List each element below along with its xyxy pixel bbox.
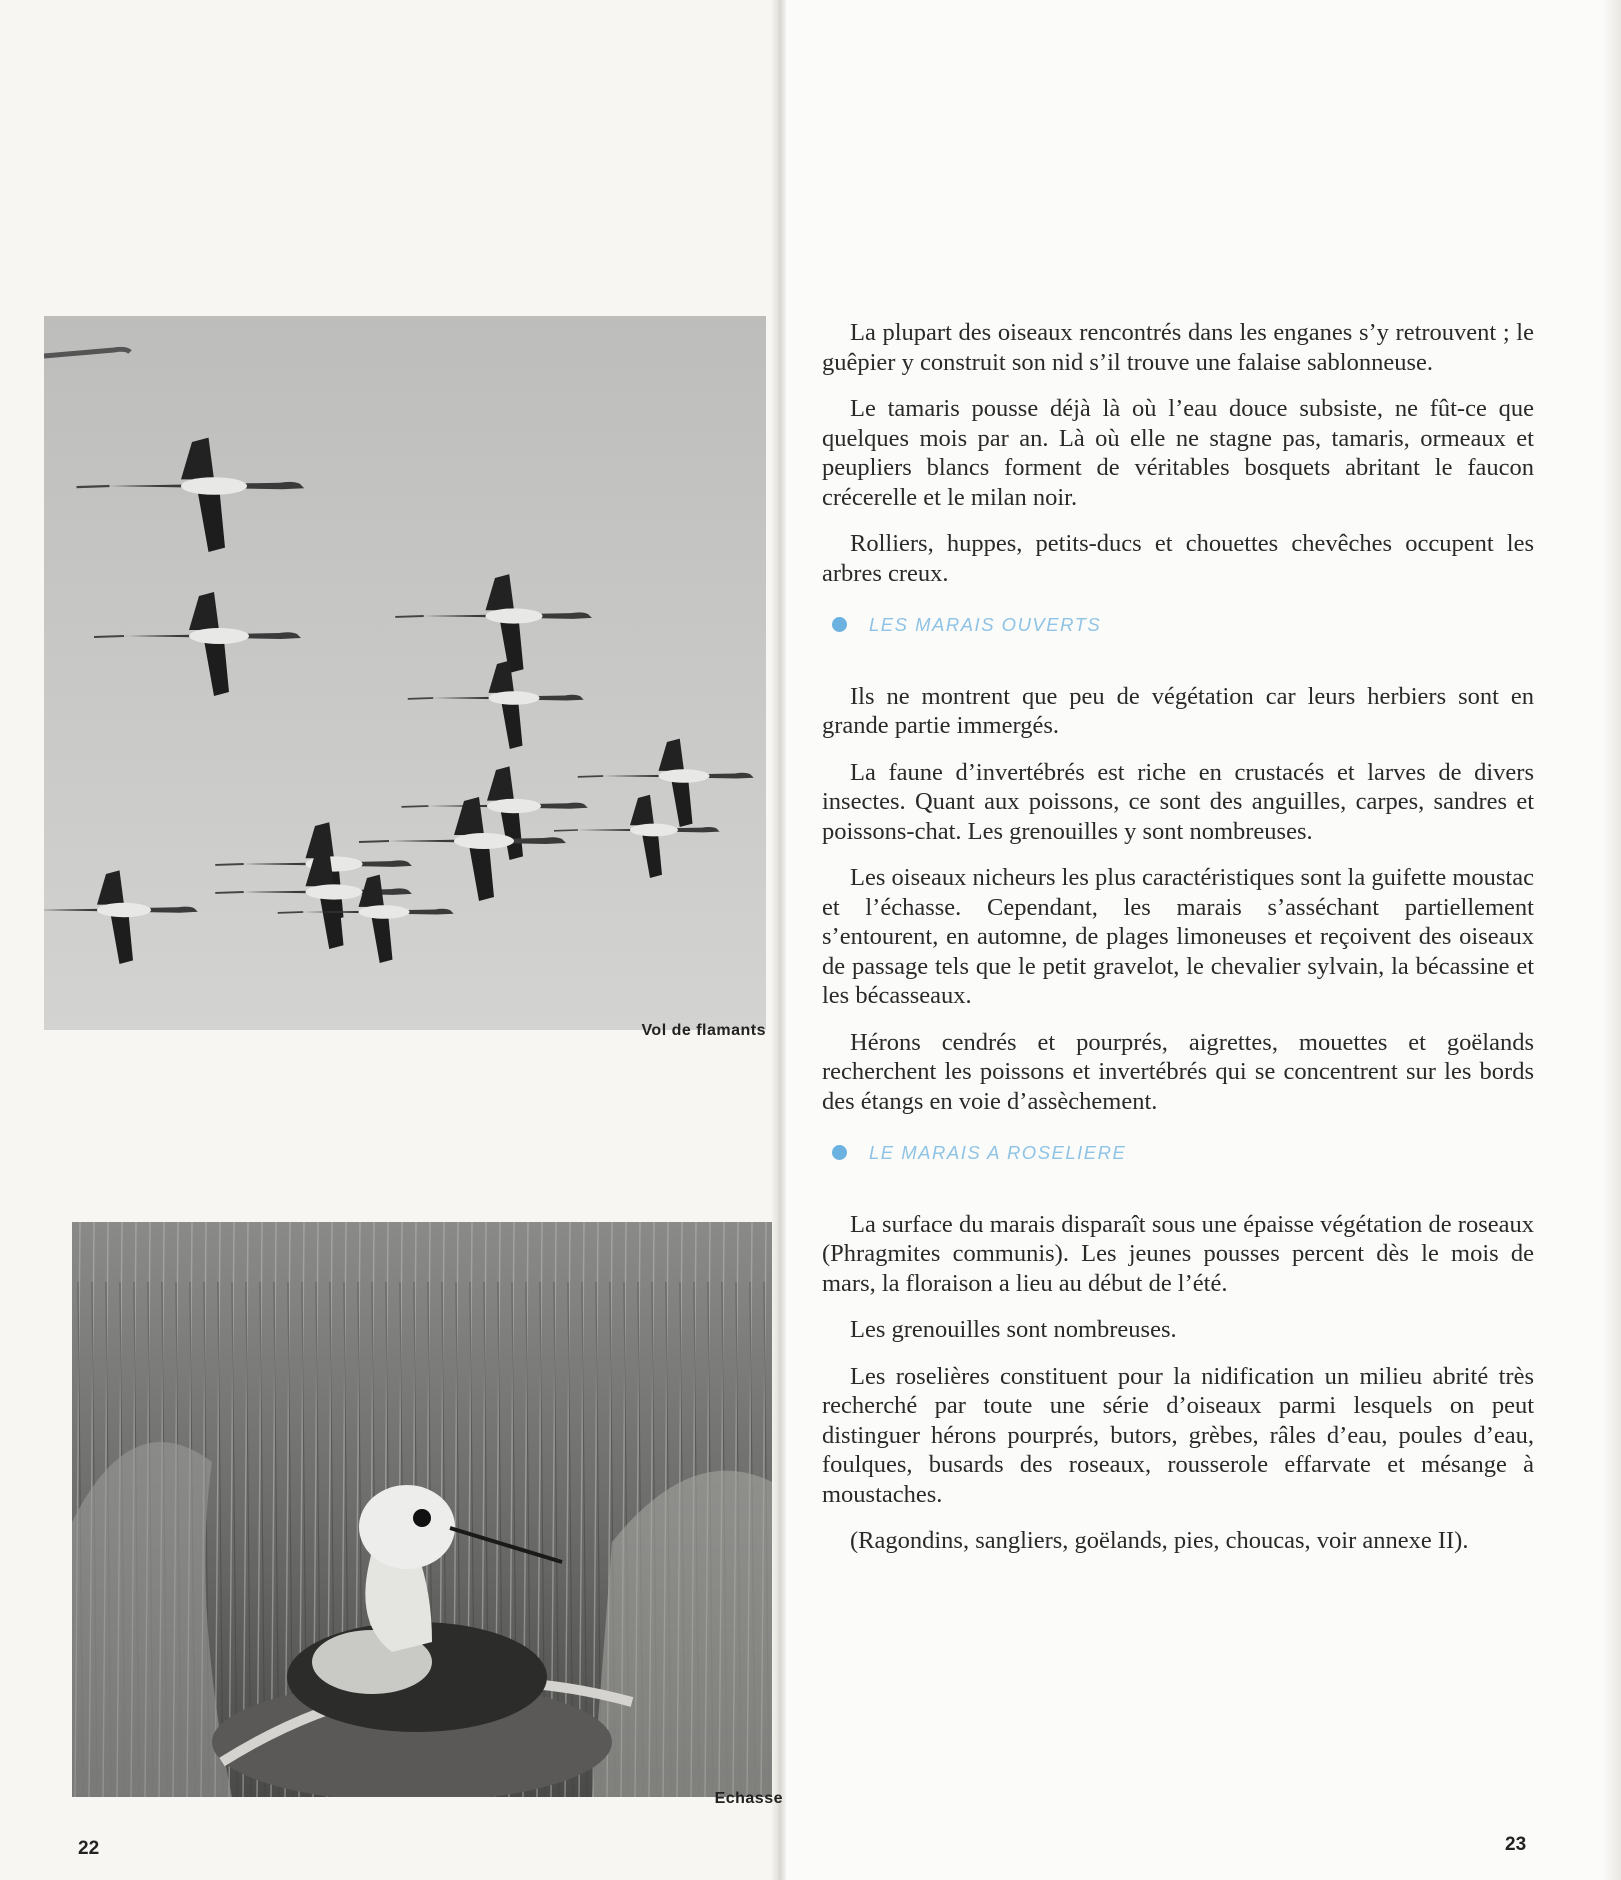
paragraph: La plupart des oiseaux rencontrés dans les enganes s’y retrouvent ; le guêpier y construit son nid s’il trouve une falaise sablonneuse. (822, 319, 1534, 376)
paragraph: Rolliers, huppes, petits-ducs et chouettes chevêches occupent les arbres creux. (822, 530, 1534, 587)
paragraph: Les grenouilles sont nombreuses. (850, 1316, 1177, 1343)
stilt-caption: Echasse (714, 1790, 783, 1807)
stilt-photo (72, 1222, 772, 1797)
page-number-right: 23 (1505, 1834, 1527, 1855)
bullet-icon (832, 1145, 847, 1160)
section-heading-marais-roseliere (832, 1138, 1534, 1168)
paragraph: Le tamaris pousse déjà là où l’eau douce subsiste, ne fût-ce que quelques mois par an. Là où elle ne stagne pas, tamaris, ormeaux et peupliers blancs forment de véritables bosquets abritant le faucon crécerelle et le milan noir. (822, 395, 1534, 511)
text-column (822, 318, 1534, 1573)
section-heading-marais-ouverts (832, 610, 1534, 640)
paragraph: La faune d’invertébrés est riche en crustacés et larves de divers insectes. Quant aux poissons, ce sont des anguilles, carpes, sandres et poissons-chat. Les grenouilles y sont nombreuses. (822, 758, 1534, 845)
section-heading-label: LES MARAIS OUVERTS (869, 614, 1102, 635)
book-gutter (772, 0, 786, 1880)
paragraph: (Ragondins, sangliers, goëlands, pies, choucas, voir annexe II). (850, 1527, 1469, 1554)
page-number-left: 22 (78, 1838, 100, 1859)
flamingos-photo (44, 316, 766, 1030)
page-edge-shadow (1603, 0, 1621, 1880)
paragraph: Hérons cendrés et pourprés, aigrettes, mouettes et goëlands recherchent les poissons et invertébrés qui se concentrent sur les bords des étangs en voie d’assèchement. (822, 1028, 1534, 1115)
paragraph: Ils ne montrent que peu de végétation car leurs herbiers sont en grande partie immergés. (822, 682, 1534, 739)
paragraph: Les oiseaux nicheurs les plus caractéristiques sont la guifette moustac et l’échasse. Cependant, les marais s’asséchant partiellement s’entourent, en automne, de plages limoneuses et reçoivent des oiseaux de passage tels que le petit gravelot, le chevalier sylvain, la bécassine et les bécasseaux. (822, 864, 1534, 1009)
bullet-icon (832, 617, 847, 632)
section-heading-label: LE MARAIS A ROSELIERE (869, 1142, 1127, 1163)
paragraph: La surface du marais disparaît sous une épaisse végétation de roseaux (Phragmites communis). Les jeunes pousses percent dès le mois de mars, la floraison a lieu au début de l’été. (822, 1210, 1534, 1297)
paragraph: Les roselières constituent pour la nidification un milieu abrité très recherché par toute une série d’oiseaux parmi lesquels on peut distinguer hérons pourprés, butors, grèbes, râles d’eau, poules d’eau, foulques, busards des roseaux, rousserole effarvate et mésange à moustaches. (822, 1362, 1534, 1508)
flamingos-caption: Vol de flamants (641, 1022, 766, 1039)
